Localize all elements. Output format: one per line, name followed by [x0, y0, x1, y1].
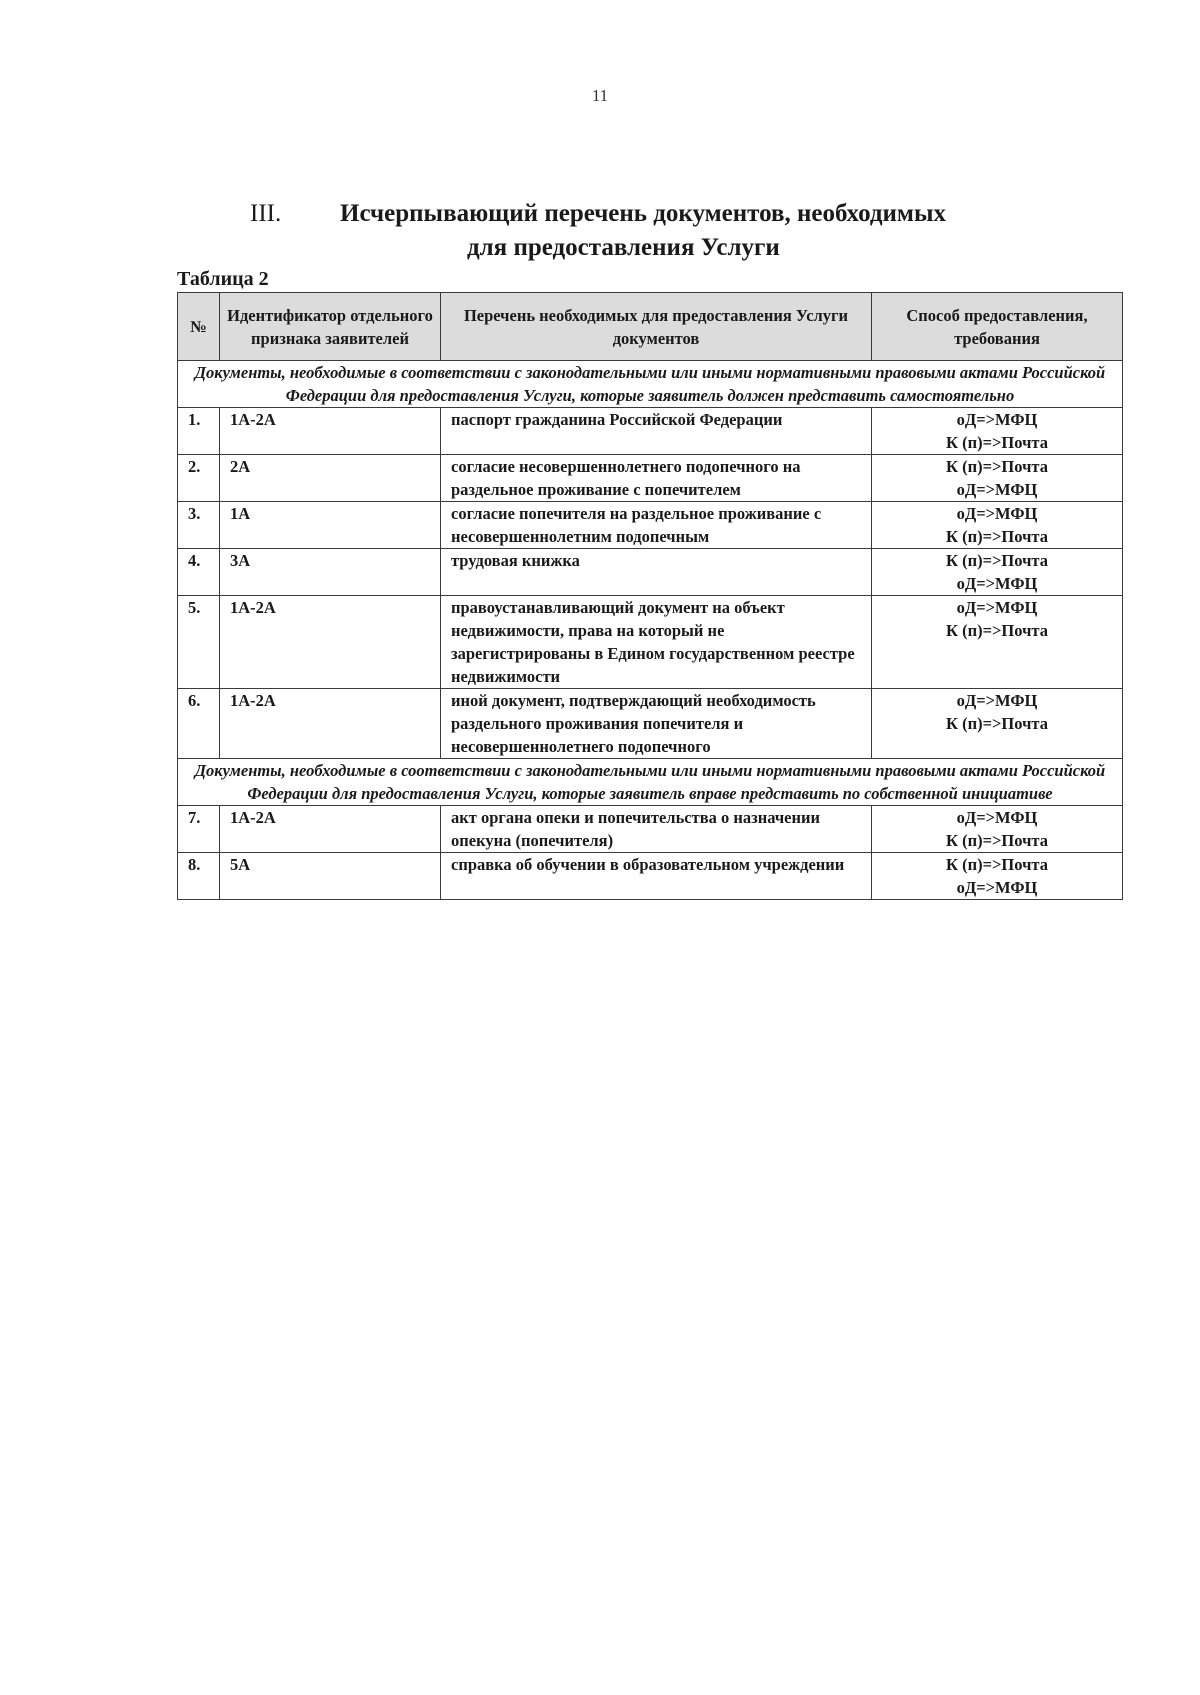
row-identifier: 1А [220, 502, 441, 549]
method-line: оД=>МФЦ [956, 410, 1038, 429]
group-header-row [178, 759, 1123, 806]
row-number: 6. [178, 689, 220, 759]
row-identifier: 2А [220, 455, 441, 502]
group-title: Документы, необходимые в соответствии с законодательными или иными нормативными правовыми актами Российской Федерации для предоставления Услуги, которые заявитель должен представить самостоятельно [178, 361, 1123, 408]
method-line: оД=>МФЦ [956, 598, 1038, 617]
row-document: согласие несовершеннолетнего подопечного на раздельное проживание с попечителем [441, 455, 872, 502]
row-number: 2. [178, 455, 220, 502]
method-line: К (п)=>Почта [946, 433, 1048, 452]
method-line: К (п)=>Почта [946, 621, 1048, 640]
documents-table [177, 292, 1123, 900]
section-title-line1: Исчерпывающий перечень документов, необходимых [340, 200, 946, 227]
method-line: К (п)=>Почта [946, 527, 1048, 546]
row-document: иной документ, подтверждающий необходимость раздельного проживания попечителя и несовершеннолетнего подопечного [441, 689, 872, 759]
row-number: 5. [178, 596, 220, 689]
method-line: К (п)=>Почта [946, 855, 1048, 874]
row-method [872, 502, 1123, 549]
table-row [178, 408, 1123, 455]
row-document: справка об обучении в образовательном учреждении [441, 853, 872, 900]
row-method [872, 596, 1123, 689]
group-header-row [178, 361, 1123, 408]
method-line: оД=>МФЦ [956, 878, 1038, 897]
table-row [178, 549, 1123, 596]
header-identifier: Идентификатор отдельного признака заявителей [220, 293, 441, 361]
method-line: оД=>МФЦ [956, 574, 1038, 593]
row-method [872, 408, 1123, 455]
section-title-line2: для предоставления Услуги [467, 234, 780, 261]
table-row [178, 806, 1123, 853]
group-title: Документы, необходимые в соответствии с законодательными или иными нормативными правовыми актами Российской Федерации для предоставления Услуги, которые заявитель вправе представить по собственной инициативе [178, 759, 1123, 806]
row-number: 3. [178, 502, 220, 549]
method-line: К (п)=>Почта [946, 551, 1048, 570]
method-line: К (п)=>Почта [946, 457, 1048, 476]
row-method [872, 806, 1123, 853]
row-number: 7. [178, 806, 220, 853]
method-line: оД=>МФЦ [956, 504, 1038, 523]
table-row [178, 596, 1123, 689]
table-caption: Таблица 2 [177, 268, 269, 290]
header-documents: Перечень необходимых для предоставления Услуги документов [441, 293, 872, 361]
row-identifier: 1А-2А [220, 596, 441, 689]
section-numeral: III. [250, 200, 282, 227]
table-row [178, 689, 1123, 759]
row-method [872, 455, 1123, 502]
table-header-row [178, 293, 1123, 361]
row-method [872, 853, 1123, 900]
row-document: согласие попечителя на раздельное проживание с несовершеннолетним подопечным [441, 502, 872, 549]
row-document: трудовая книжка [441, 549, 872, 596]
table-row [178, 455, 1123, 502]
table-row [178, 502, 1123, 549]
row-identifier: 1А-2А [220, 689, 441, 759]
header-method: Способ предоставления, требования [872, 293, 1123, 361]
table-row [178, 853, 1123, 900]
header-number: № [178, 293, 220, 361]
method-line: оД=>МФЦ [956, 691, 1038, 710]
row-identifier: 3А [220, 549, 441, 596]
row-number: 8. [178, 853, 220, 900]
row-method [872, 549, 1123, 596]
method-line: оД=>МФЦ [956, 808, 1038, 827]
row-document: правоустанавливающий документ на объект недвижимости, права на который не зарегистрированы в Едином государственном реестре недвижимости [441, 596, 872, 689]
row-method [872, 689, 1123, 759]
method-line: К (п)=>Почта [946, 831, 1048, 850]
row-document: акт органа опеки и попечительства о назначении опекуна (попечителя) [441, 806, 872, 853]
row-document: паспорт гражданина Российской Федерации [441, 408, 872, 455]
page-number: 11 [591, 86, 609, 105]
row-identifier: 1А-2А [220, 806, 441, 853]
row-identifier: 1А-2А [220, 408, 441, 455]
method-line: К (п)=>Почта [946, 714, 1048, 733]
row-identifier: 5А [220, 853, 441, 900]
method-line: оД=>МФЦ [956, 480, 1038, 499]
row-number: 4. [178, 549, 220, 596]
row-number: 1. [178, 408, 220, 455]
